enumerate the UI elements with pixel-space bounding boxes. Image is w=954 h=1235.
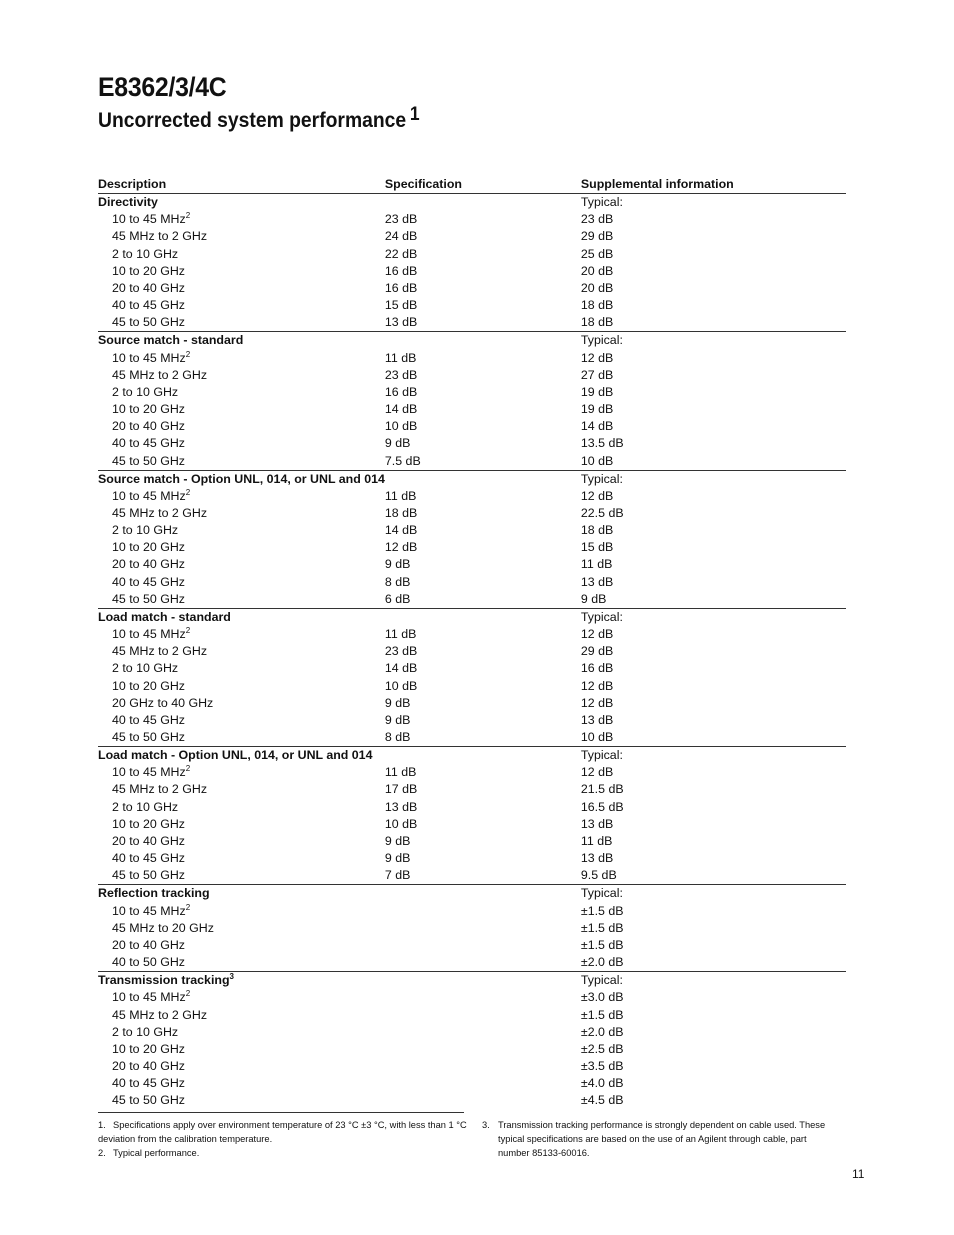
row-specification: 14 dB (384, 523, 418, 538)
row-specification: 16 dB (384, 263, 418, 278)
row-supplemental: 13.5 dB (580, 436, 624, 451)
section-spec (385, 194, 581, 212)
row-description-text: 10 to 45 MHz (112, 488, 186, 503)
row-specification: 11 dB (384, 627, 417, 642)
row-description (98, 418, 385, 435)
row-specification (385, 1007, 581, 1024)
row-specification: 23 dB (384, 367, 418, 382)
row-specification: 6 dB (384, 591, 411, 606)
row-description (98, 556, 385, 573)
row-specification: 7 dB (384, 868, 411, 883)
section-spec (385, 747, 581, 765)
row-specification: 23 dB (384, 212, 418, 227)
row-description (98, 1075, 385, 1092)
table-row (98, 591, 846, 609)
table-row (98, 418, 846, 435)
row-supplemental: ±3.0 dB (580, 990, 624, 1005)
row-specification: 16 dB (384, 384, 418, 399)
column-header-description: Description (98, 176, 385, 194)
footnote-ref: 2 (185, 349, 191, 359)
row-description (98, 626, 385, 643)
footnote-text: Typical performance. (113, 1148, 200, 1158)
row-supplemental: 20 dB (580, 263, 614, 278)
row-supplemental: 9 dB (580, 591, 607, 606)
row-description (98, 401, 385, 418)
table-body (98, 194, 846, 1110)
section-supplemental: Typical: (581, 747, 846, 765)
row-description-text: 2 to 10 GHz (112, 246, 179, 261)
table-row (98, 384, 846, 401)
row-description (98, 350, 385, 367)
row-description-text: 2 to 10 GHz (112, 799, 179, 814)
row-specification: 10 dB (384, 419, 418, 434)
footnote-text: Transmission tracking performance is strongly dependent on cable used. These typical specifications are based on the use of an Agilent through cable, part number 85133-60016. (498, 1120, 826, 1158)
row-description-text: 45 MHz to 2 GHz (112, 782, 208, 797)
row-description (98, 228, 385, 245)
row-supplemental: 12 dB (580, 627, 614, 642)
row-description-text: 40 to 50 GHz (112, 955, 186, 970)
row-supplemental: 10 dB (580, 730, 614, 744)
row-description-text: 2 to 10 GHz (112, 523, 179, 538)
row-specification: 16 dB (384, 280, 418, 295)
row-supplemental: ±2.0 dB (580, 1024, 624, 1039)
section-supplemental: Typical: (581, 972, 846, 990)
row-description (98, 1024, 385, 1041)
footnote-ref: 2 (185, 487, 191, 497)
row-specification (385, 1024, 581, 1041)
section-name (98, 470, 385, 488)
section-name (98, 332, 385, 350)
footnote-divider (98, 1112, 464, 1113)
row-supplemental: ±3.5 dB (580, 1058, 624, 1073)
row-description-text: 40 to 45 GHz (112, 574, 186, 589)
row-specification (385, 1058, 581, 1075)
table-row (98, 920, 846, 937)
row-supplemental: ±4.5 dB (580, 1093, 624, 1108)
row-supplemental: ±2.5 dB (580, 1041, 624, 1056)
row-description-text: 45 MHz to 20 GHz (112, 920, 214, 935)
table-row (98, 556, 846, 573)
footnote-ref: 2 (185, 764, 191, 774)
section-supplemental: Typical: (580, 195, 623, 210)
table-row (98, 678, 846, 695)
row-supplemental: 9.5 dB (580, 868, 617, 883)
row-description (98, 920, 385, 937)
table-row (98, 833, 846, 850)
row-description-text: 10 to 20 GHz (112, 263, 186, 278)
row-description (98, 729, 385, 747)
row-description (98, 488, 385, 505)
row-specification: 8 dB (384, 730, 411, 744)
row-description (98, 764, 385, 781)
row-supplemental: ±1.5 dB (580, 937, 624, 952)
row-supplemental: 13 dB (580, 816, 614, 831)
row-description-text: 20 to 40 GHz (112, 1058, 186, 1073)
section-supplemental: Typical: (581, 470, 846, 488)
row-description (98, 712, 385, 729)
table-row (98, 246, 846, 263)
section-header-row (98, 608, 846, 626)
table-row (98, 297, 846, 314)
row-supplemental: 22.5 dB (580, 505, 624, 520)
row-description (98, 211, 385, 228)
row-supplemental: 12 dB (580, 695, 614, 710)
table-row (98, 401, 846, 418)
row-description (98, 263, 385, 280)
row-description (98, 280, 385, 297)
row-description-text: 10 to 20 GHz (112, 1041, 186, 1056)
row-description-text: 10 to 20 GHz (112, 678, 186, 693)
row-supplemental: 13 dB (580, 851, 614, 866)
section-name-text: Reflection tracking (98, 886, 210, 901)
section-spec (385, 608, 581, 626)
subtitle-footnote-ref: 1 (409, 104, 420, 125)
section-name-text: Directivity (98, 195, 158, 210)
row-specification: 9 dB (384, 695, 411, 710)
table-row (98, 643, 846, 660)
footnote (482, 1118, 832, 1160)
row-description (98, 246, 385, 263)
section-name-text: Source match - standard (98, 333, 244, 348)
row-description-text: 20 GHz to 40 GHz (112, 695, 214, 710)
row-supplemental: 18 dB (580, 315, 614, 330)
row-specification: 8 dB (384, 574, 411, 589)
table-row (98, 764, 846, 781)
section-header-row (98, 194, 846, 212)
row-description-text: 40 to 45 GHz (112, 712, 186, 727)
table-row (98, 816, 846, 833)
row-specification: 9 dB (384, 557, 411, 572)
row-supplemental: 10 dB (580, 453, 614, 468)
row-supplemental: 18 dB (580, 523, 614, 538)
row-supplemental: 29 dB (580, 644, 614, 659)
table-row (98, 660, 846, 677)
row-description-text: 10 to 45 MHz (112, 627, 186, 642)
row-specification: 9 dB (384, 833, 411, 848)
subtitle-text: Uncorrected system performance (98, 109, 407, 132)
section-header-row (98, 885, 846, 903)
table-row (98, 280, 846, 297)
row-specification: 23 dB (384, 644, 418, 659)
row-description (98, 505, 385, 522)
row-description (98, 367, 385, 384)
row-specification (385, 989, 581, 1006)
row-supplemental: ±1.5 dB (580, 1007, 624, 1022)
row-description-text: 10 to 45 MHz (112, 903, 186, 918)
section-header-row (98, 747, 846, 765)
row-specification: 12 dB (384, 540, 418, 555)
row-supplemental: 27 dB (580, 367, 614, 382)
row-description (98, 574, 385, 591)
row-description-text: 45 MHz to 2 GHz (112, 505, 208, 520)
row-description-text: 45 MHz to 2 GHz (112, 367, 208, 382)
row-supplemental: 16 dB (580, 661, 614, 676)
section-name (98, 194, 385, 212)
row-specification (385, 920, 581, 937)
row-description (98, 816, 385, 833)
footnotes-right-column (482, 1118, 832, 1160)
section-name (98, 885, 385, 903)
row-description-text: 45 to 50 GHz (112, 868, 186, 883)
row-description (98, 1092, 385, 1109)
row-supplemental: 18 dB (580, 298, 614, 313)
row-supplemental: ±4.0 dB (580, 1076, 624, 1091)
row-specification: 13 dB (384, 799, 418, 814)
table-row (98, 867, 846, 885)
table-row (98, 1007, 846, 1024)
section-supplemental: Typical: (581, 608, 846, 626)
row-description-text: 10 to 45 MHz (112, 212, 186, 227)
row-description-text: 2 to 10 GHz (112, 384, 179, 399)
row-description (98, 695, 385, 712)
row-description (98, 989, 385, 1006)
section-name (98, 747, 385, 765)
row-specification: 22 dB (384, 246, 418, 261)
table-row (98, 435, 846, 452)
row-description (98, 522, 385, 539)
row-supplemental: 12 dB (580, 488, 614, 503)
row-supplemental: 12 dB (580, 350, 614, 365)
table-row (98, 1075, 846, 1092)
row-description-text: 20 to 40 GHz (112, 833, 186, 848)
row-supplemental: 21.5 dB (580, 782, 624, 797)
row-description (98, 937, 385, 954)
row-supplemental: 25 dB (580, 246, 614, 261)
table-row (98, 539, 846, 556)
section-header-row (98, 470, 846, 488)
row-supplemental: 14 dB (580, 419, 614, 434)
row-description-text: 40 to 45 GHz (112, 851, 186, 866)
row-description (98, 435, 385, 452)
row-supplemental: 11 dB (580, 557, 613, 572)
table-row (98, 712, 846, 729)
row-supplemental: ±1.5 dB (580, 903, 624, 918)
table-row (98, 850, 846, 867)
row-description (98, 1041, 385, 1058)
section-spec (385, 470, 581, 488)
row-supplemental: 20 dB (580, 280, 614, 295)
footnote (98, 1118, 470, 1146)
section-spec (385, 972, 581, 990)
row-description-text: 45 MHz to 2 GHz (112, 644, 208, 659)
row-description-text: 45 to 50 GHz (112, 315, 186, 330)
row-description-text: 45 MHz to 2 GHz (112, 229, 208, 244)
table-row (98, 799, 846, 816)
row-description-text: 2 to 10 GHz (112, 1024, 179, 1039)
table-header-row (98, 176, 846, 194)
row-supplemental: 12 dB (580, 765, 614, 780)
table-row (98, 505, 846, 522)
footnote-ref: 2 (185, 211, 191, 221)
row-specification: 10 dB (384, 816, 418, 831)
row-specification: 9 dB (384, 712, 411, 727)
specifications-table (98, 176, 846, 1109)
row-description-text: 40 to 45 GHz (112, 298, 186, 313)
row-specification: 11 dB (384, 488, 417, 503)
table-row (98, 367, 846, 384)
row-supplemental: 19 dB (580, 402, 614, 417)
row-supplemental: 13 dB (580, 712, 614, 727)
column-header-specification: Specification (385, 176, 581, 194)
section-supplemental: Typical: (581, 332, 846, 350)
row-specification: 15 dB (384, 298, 418, 313)
row-description-text: 40 to 45 GHz (112, 1076, 186, 1091)
row-supplemental: 23 dB (580, 212, 614, 227)
table-row (98, 781, 846, 798)
row-description-text: 10 to 45 MHz (112, 990, 186, 1005)
row-description (98, 799, 385, 816)
row-supplemental: 15 dB (580, 540, 614, 555)
row-description (98, 678, 385, 695)
row-description-text: 10 to 20 GHz (112, 816, 186, 831)
row-specification (385, 903, 581, 920)
row-description-text: 20 to 40 GHz (112, 419, 186, 434)
row-description (98, 453, 385, 471)
row-specification (385, 1041, 581, 1058)
table-row (98, 626, 846, 643)
footnote-number: 3. (482, 1120, 490, 1130)
table-row (98, 729, 846, 747)
row-description-text: 10 to 45 MHz (112, 350, 186, 365)
table-row (98, 937, 846, 954)
table-row (98, 314, 846, 332)
section-name-text: Load match - standard (98, 609, 231, 624)
row-description-text: 45 to 50 GHz (112, 730, 186, 744)
row-specification: 17 dB (384, 782, 418, 797)
section-header-row (98, 332, 846, 350)
row-description (98, 539, 385, 556)
row-supplemental: 12 dB (580, 678, 614, 693)
row-supplemental: 13 dB (580, 574, 614, 589)
row-specification (385, 954, 581, 972)
table-row (98, 1024, 846, 1041)
row-supplemental: ±2.0 dB (580, 955, 624, 970)
row-description-text: 20 to 40 GHz (112, 937, 186, 952)
section-name (98, 972, 385, 990)
row-specification: 24 dB (384, 229, 418, 244)
row-description-text: 40 to 45 GHz (112, 436, 186, 451)
page-number: 11 (852, 1167, 865, 1181)
row-specification: 14 dB (384, 402, 418, 417)
row-specification: 18 dB (384, 505, 418, 520)
footnote-ref: 2 (185, 989, 191, 999)
row-description (98, 1007, 385, 1024)
row-supplemental: ±1.5 dB (580, 920, 624, 935)
row-specification (385, 1092, 581, 1109)
table-row (98, 488, 846, 505)
row-supplemental: 16.5 dB (580, 799, 624, 814)
section-name (98, 608, 385, 626)
row-description-text: 2 to 10 GHz (112, 661, 179, 676)
row-description (98, 850, 385, 867)
page-title: E8362/3/4C (98, 72, 227, 102)
footnote-number: 1. (98, 1120, 106, 1130)
footnote-text: Specifications apply over environment temperature of 23 °C ±3 °C, with less than 1 °C deviation from the calibration temperature. (98, 1120, 467, 1144)
row-description (98, 660, 385, 677)
table-row (98, 522, 846, 539)
footnote (98, 1146, 470, 1160)
table-row (98, 228, 846, 245)
section-spec (385, 885, 581, 903)
section-spec (385, 332, 581, 350)
table-row (98, 1092, 846, 1109)
section-name-text: Load match - Option UNL, 014, or UNL and 014 (98, 748, 373, 763)
row-description (98, 781, 385, 798)
footnote-number: 2. (98, 1148, 106, 1158)
row-specification: 9 dB (384, 851, 411, 866)
row-supplemental: 19 dB (580, 384, 614, 399)
row-description-text: 45 to 50 GHz (112, 1093, 186, 1108)
row-description (98, 867, 385, 885)
row-description (98, 643, 385, 660)
table-row (98, 453, 846, 471)
row-description (98, 297, 385, 314)
row-supplemental: 11 dB (580, 833, 613, 848)
row-description-text: 10 to 20 GHz (112, 402, 186, 417)
row-specification: 9 dB (384, 436, 411, 451)
footnote-ref: 2 (185, 626, 191, 636)
table-row (98, 1058, 846, 1075)
row-description-text: 20 to 40 GHz (112, 557, 186, 572)
page-subtitle (98, 104, 420, 133)
row-specification (385, 1075, 581, 1092)
row-specification: 13 dB (384, 315, 418, 330)
column-header-supplemental: Supplemental information (581, 176, 846, 194)
table-row (98, 211, 846, 228)
row-description-text: 45 MHz to 2 GHz (112, 1007, 208, 1022)
row-description-text: 45 to 50 GHz (112, 591, 186, 606)
row-specification (385, 937, 581, 954)
row-specification: 11 dB (384, 350, 417, 365)
row-description (98, 314, 385, 332)
footnote-ref: 3 (229, 972, 234, 982)
table-row (98, 1041, 846, 1058)
table-row (98, 263, 846, 280)
row-specification: 7.5 dB (384, 453, 421, 468)
row-description-text: 10 to 45 MHz (112, 765, 186, 780)
row-description (98, 384, 385, 401)
section-header-row (98, 972, 846, 990)
row-description-text: 45 to 50 GHz (112, 453, 186, 468)
table-row (98, 954, 846, 972)
table-row (98, 574, 846, 591)
row-description (98, 833, 385, 850)
footnote-ref: 2 (185, 902, 191, 912)
table-row (98, 350, 846, 367)
row-description (98, 591, 385, 609)
row-specification: 10 dB (384, 678, 418, 693)
table-row (98, 989, 846, 1006)
row-specification: 14 dB (384, 661, 418, 676)
row-description (98, 903, 385, 920)
section-supplemental: Typical: (581, 885, 846, 903)
footnotes-left-column (98, 1118, 470, 1160)
row-description-text: 10 to 20 GHz (112, 540, 186, 555)
table-row (98, 903, 846, 920)
row-description (98, 1058, 385, 1075)
table-row (98, 695, 846, 712)
row-description-text: 20 to 40 GHz (112, 280, 186, 295)
row-supplemental: 29 dB (580, 229, 614, 244)
section-name-text: Source match - Option UNL, 014, or UNL and 014 (98, 471, 385, 486)
row-specification: 11 dB (384, 765, 417, 780)
section-name-text: Transmission tracking (98, 973, 230, 988)
row-description (98, 954, 385, 972)
